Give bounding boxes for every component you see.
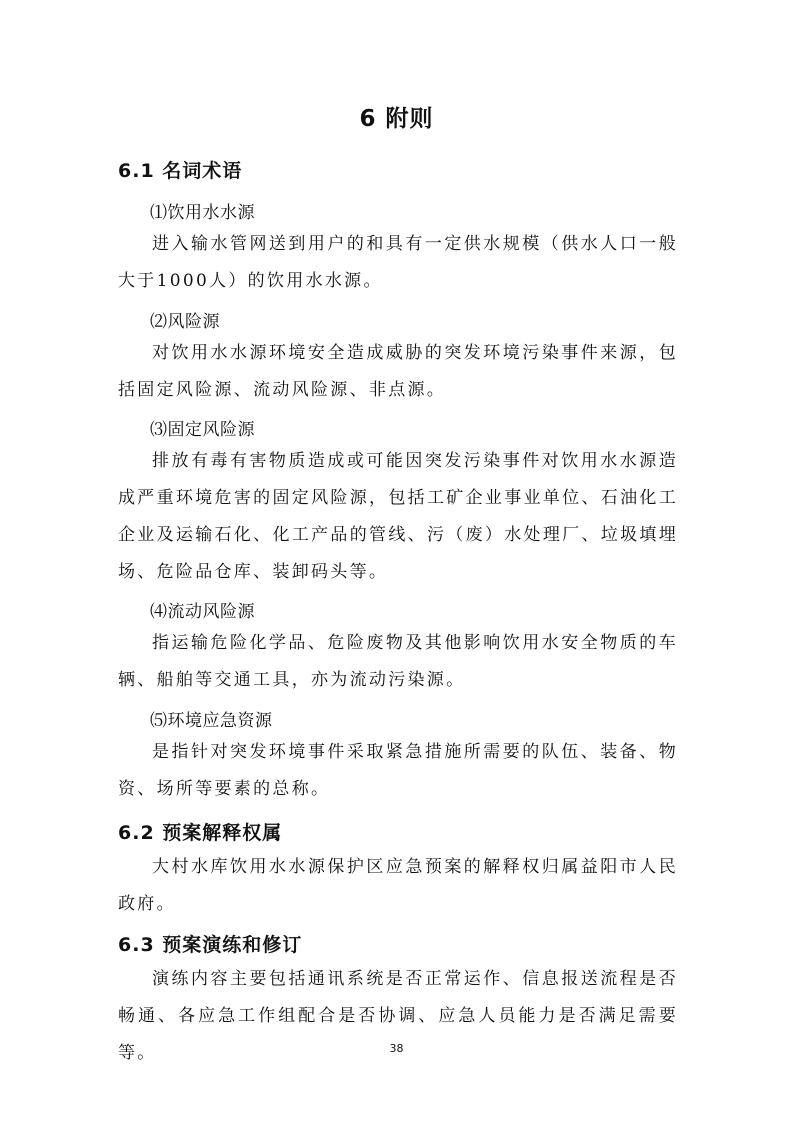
drill-paragraph: 演练内容主要包括通讯系统是否正常运作、信息报送流程是否畅通、各应急工作组配合是否协调、应急人员能力是否满足需要等。: [118, 969, 678, 1063]
section-heading-drill-revision: 6.3 预案演练和修订: [118, 934, 303, 956]
section-heading-terms: 6.1 名词术语: [118, 160, 243, 182]
section-heading-interpretation: 6.2 预案解释权属: [118, 822, 283, 844]
term-definition-risk-source: 对饮用水水源环境安全造成威胁的突发环境污染事件来源，包括固定风险源、流动风险源、非点源。: [118, 343, 678, 400]
chapter-title: 6 附则: [359, 106, 434, 132]
interpretation-paragraph: 大村水库饮用水水源保护区应急预案的解释权归属益阳市人民政府。: [118, 857, 678, 914]
term-label-mobile-risk-source: ⑷流动风险源: [150, 602, 255, 622]
page-number: 38: [389, 1042, 404, 1055]
term-definition-mobile-risk-source: 指运输危险化学品、危险废物及其他影响饮用水安全物质的车辆、船舶等交通工具，亦为流动污染源。: [118, 633, 678, 690]
term-definition-emergency-resources: 是指针对突发环境事件采取紧急措施所需要的队伍、装备、物资、场所等要素的总称。: [118, 742, 678, 799]
term-label-risk-source: ⑵风险源: [150, 312, 220, 332]
term-definition-fixed-risk-source: 排放有毒有害物质造成或可能因突发污染事件对饮用水水源造成严重环境危害的固定风险源，包括工矿企业事业单位、石油化工企业及运输石化、化工产品的管线、污（废）水处理厂、垃圾填埋场、危险品仓库、装卸码头等。: [118, 451, 678, 582]
term-definition-drinking-water-source: 进入输水管网送到用户的和具有一定供水规模（供水人口一般大于1000人）的饮用水水源。: [118, 234, 678, 291]
term-label-fixed-risk-source: ⑶固定风险源: [150, 420, 255, 440]
term-label-emergency-resources: ⑸环境应急资源: [150, 711, 273, 731]
term-label-drinking-water-source: ⑴饮用水水源: [150, 203, 255, 223]
